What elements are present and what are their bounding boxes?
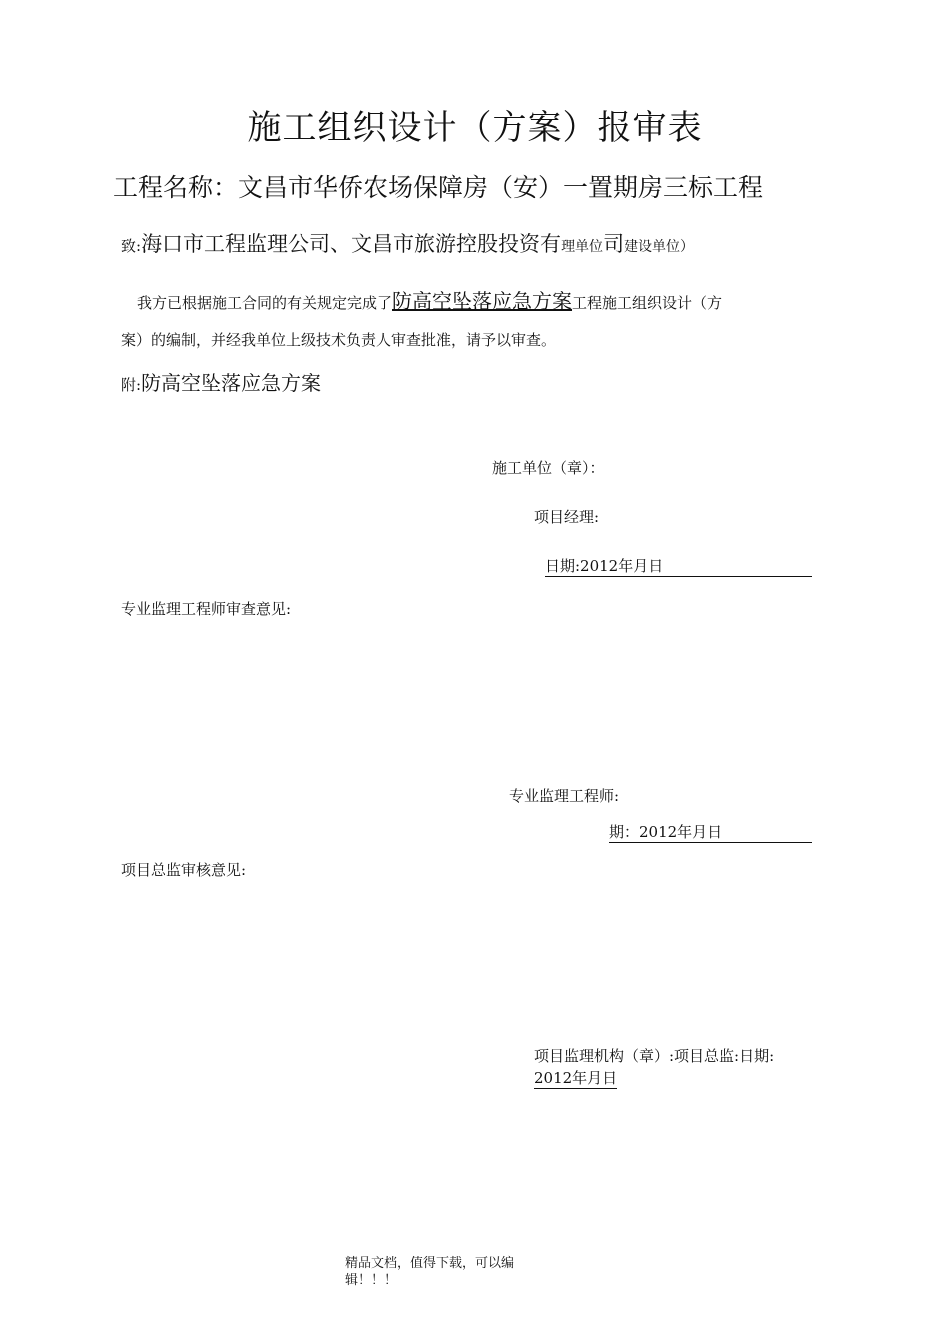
addressee-line xyxy=(121,228,694,258)
chief-review-label: 项目总监审核意见: xyxy=(121,861,247,879)
project-manager-label: 项目经理: xyxy=(534,508,600,526)
contractor-unit-label: 施工单位（章）： xyxy=(492,459,605,477)
addressee-unit-tail: 建设单位） xyxy=(624,239,695,255)
chief-sign-label: 项目监理机构（章）:项目总监:日期: xyxy=(534,1047,775,1065)
body-paragraph-line2: 案）的编制，并经我单位上级技术负责人审查批准，请予以审查。 xyxy=(121,331,557,349)
addressee-orgs: 海口市工程监理公司、文昌市旅游控股投资有 xyxy=(141,232,562,256)
attachment-line xyxy=(121,367,321,396)
engineer-review-label: 专业监理工程师审查意见: xyxy=(121,600,292,618)
addressee-unit-mid: 理单位 xyxy=(561,239,604,255)
attachment-label: 附: xyxy=(121,376,142,394)
body-prefix: 我方已根据施工合同的有关规定完成了 xyxy=(137,294,393,312)
contractor-date: 日期:2012年月日 xyxy=(545,555,812,577)
addressee-label: 致: xyxy=(121,237,142,255)
plan-name: 防高空坠落应急方案 xyxy=(392,289,573,313)
engineer-sign-label: 专业监理工程师: xyxy=(509,787,620,805)
engineer-date: 期：2012年月日 xyxy=(609,821,812,843)
addressee-tail: 司 xyxy=(603,232,625,256)
document-title: 施工组织设计（方案）报审表 xyxy=(247,108,703,148)
body-suffix: 工程施工组织设计（方 xyxy=(572,294,723,312)
body-paragraph-line1 xyxy=(137,285,722,314)
chief-date: 2012年月日 xyxy=(534,1069,618,1087)
project-name-line: 工程名称：文昌市华侨农场保障房（安）一置期房三标工程 xyxy=(113,173,764,202)
attachment-name: 防高空坠落应急方案 xyxy=(141,371,322,395)
footer-note: 精品文档，值得下载，可以编辑！！！ xyxy=(345,1256,515,1288)
